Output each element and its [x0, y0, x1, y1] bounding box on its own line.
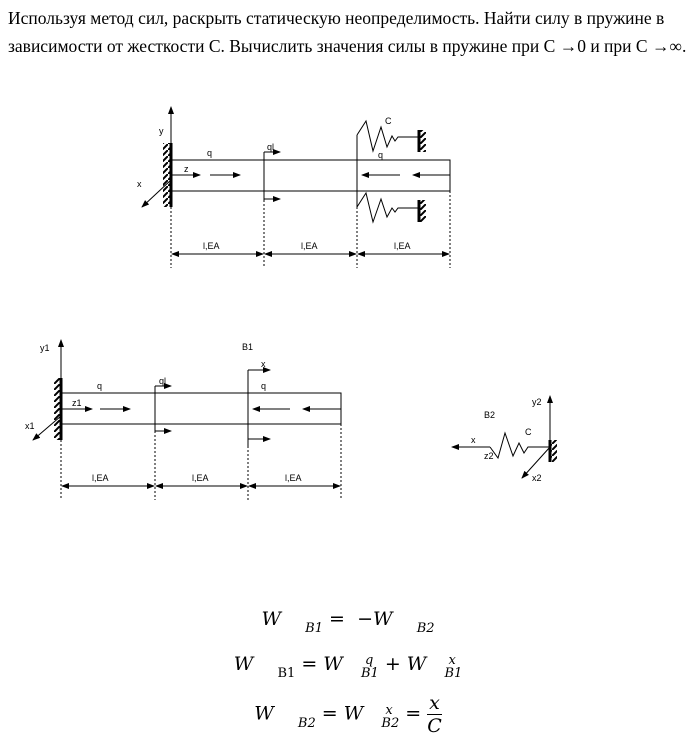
label-ql: ql — [267, 142, 275, 152]
label-y2: y2 — [532, 397, 542, 407]
eq-sign: = — [301, 653, 318, 675]
dim-label: l,EA — [92, 473, 109, 483]
label-y: y — [159, 126, 164, 136]
eq-sign: + — [384, 653, 401, 675]
equation-1 — [0, 608, 696, 636]
label-x1: x1 — [25, 421, 35, 431]
spring-bottom — [357, 193, 419, 222]
eq-term: W — [343, 702, 364, 725]
label-x: x — [261, 359, 266, 369]
fraction: $\frac{x}{C}$ — [427, 692, 442, 737]
equation-2 — [0, 652, 696, 681]
eq-term: W — [406, 653, 427, 675]
eq-sub: B1 — [305, 621, 323, 636]
label-b1: B1 — [242, 342, 254, 352]
dim-label: l,EA — [394, 241, 411, 251]
dim-label: l,EA — [203, 241, 220, 251]
label-c: C — [385, 116, 392, 126]
eq-sub: B2 — [297, 715, 316, 731]
label-q: q — [378, 150, 384, 160]
dim-label: l,EA — [301, 241, 318, 251]
task-text: Используя метод сил, раскрыть статическую неопределимость. Найти силу в пружине в зависимости от жесткости С. Вычислить значения силы в пружине при С →0 и при С →∞. — [8, 8, 687, 56]
diagram-spring — [452, 396, 557, 478]
label-q: q — [97, 381, 103, 391]
eq-term: W — [233, 653, 254, 675]
eq-sign: = — [321, 702, 338, 725]
label-x: x — [137, 179, 142, 189]
dim-label: l,EA — [192, 473, 209, 483]
equation-3 — [0, 692, 696, 737]
label-ql: ql — [159, 376, 167, 386]
wall-hatch — [163, 143, 170, 207]
eq-term: W — [254, 702, 274, 725]
eq-sub: B1 — [277, 666, 296, 681]
label-q: q — [207, 148, 213, 158]
eq-sign: = — [329, 608, 345, 630]
label-z: z — [184, 164, 189, 174]
eq-term: −W — [357, 608, 393, 630]
label-b2: B2 — [484, 410, 496, 420]
diagram-spring-labels — [471, 397, 542, 483]
eq-supsub: x B1 — [444, 653, 463, 681]
label-z2: z2 — [484, 451, 494, 461]
eq-supsub: x B2 — [381, 702, 400, 731]
eq-sign: = — [405, 702, 422, 725]
label-z1: z1 — [72, 398, 82, 408]
label-c: C — [525, 427, 532, 437]
eq-sub: B2 — [416, 621, 435, 636]
eq-term: W — [261, 608, 281, 630]
eq-supsub: q B1 — [360, 653, 379, 681]
label-q: q — [261, 381, 267, 391]
label-x: x — [471, 435, 476, 445]
label-x2: x2 — [532, 473, 542, 483]
label-y1: y1 — [40, 343, 50, 353]
diagram-equivalent-labels — [25, 342, 302, 483]
eq-term: W — [323, 653, 343, 675]
spring — [490, 433, 550, 458]
dim-label: l,EA — [285, 473, 302, 483]
